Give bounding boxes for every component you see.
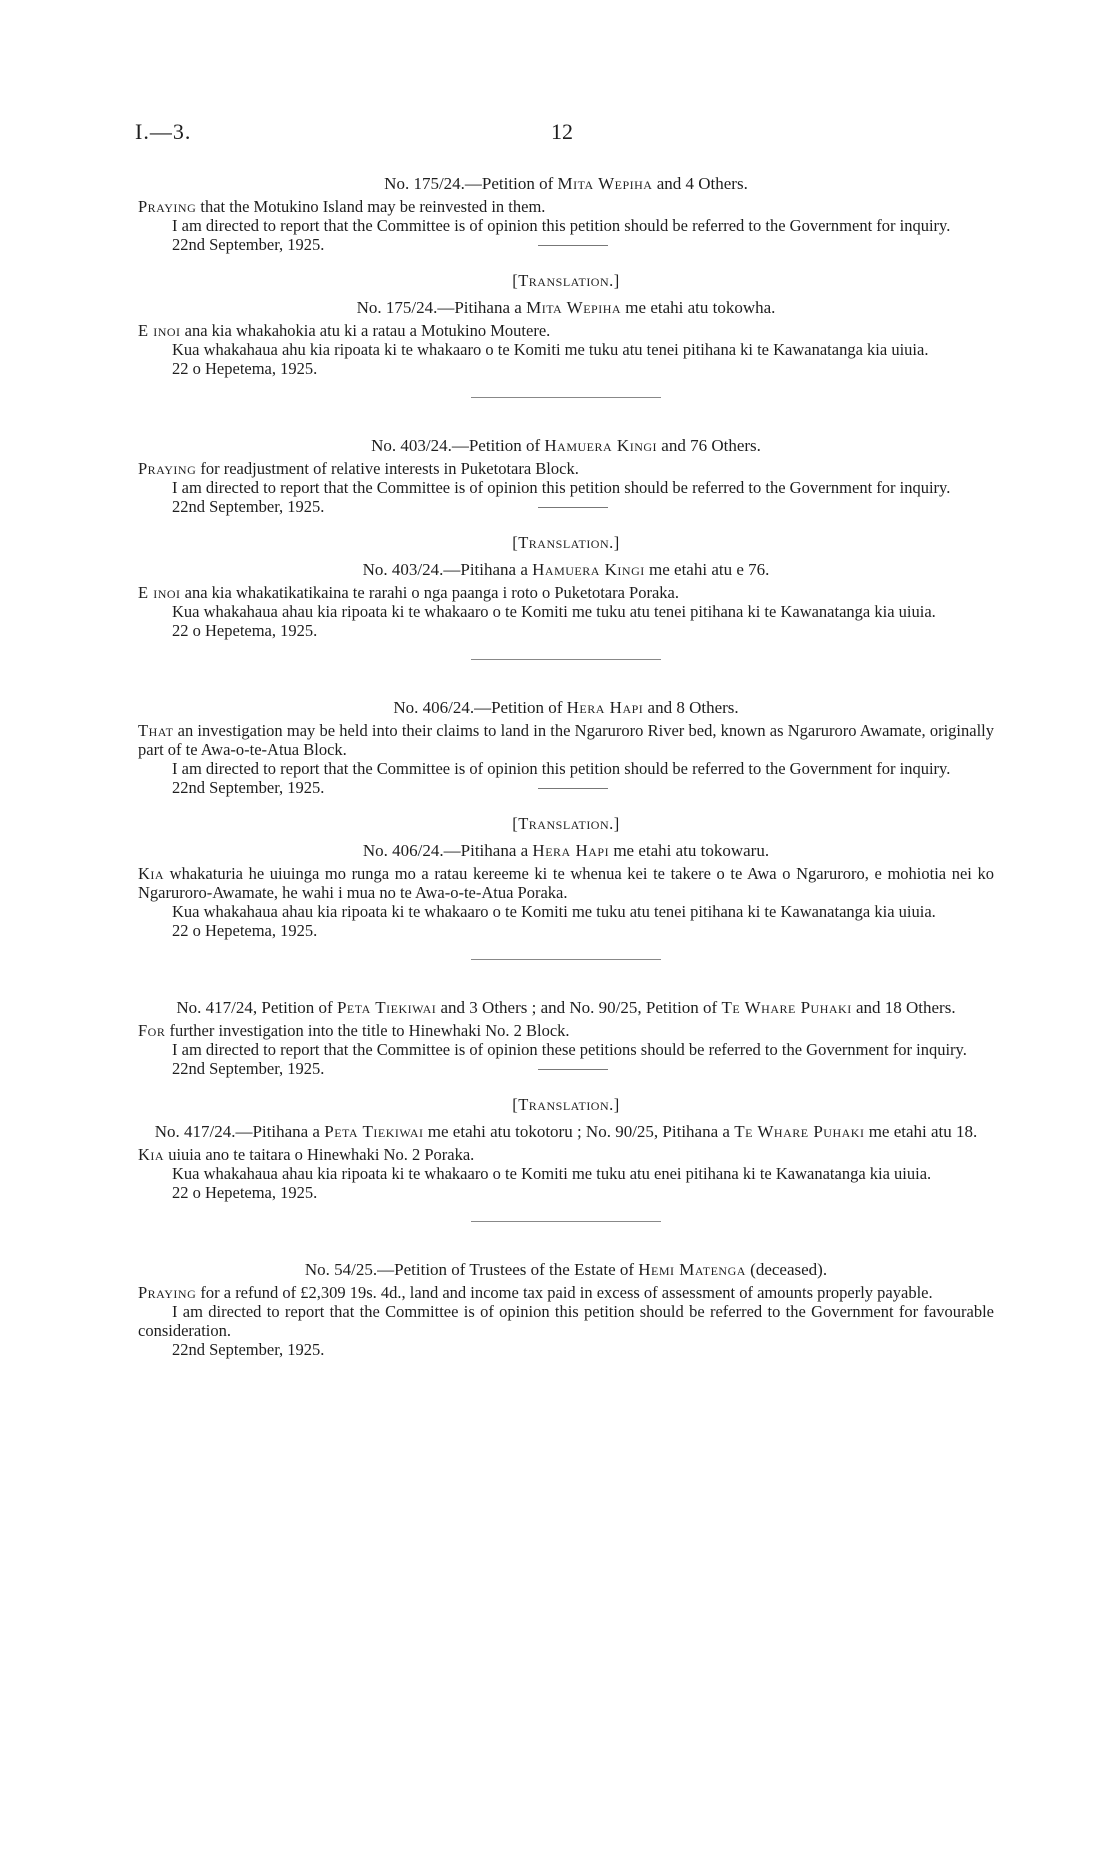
petition-title: No. 406/24.—Petition of Hera Hapi and 8 Others. — [393, 698, 739, 717]
translation-date: 22 o Hepetema, 1925. — [172, 359, 318, 378]
section-divider — [471, 659, 661, 660]
petition-54-25 — [138, 1260, 994, 1360]
committee-report: I am directed to report that the Committee is of opinion this petition should be referred to the Government for inquiry. — [172, 478, 951, 497]
translation-title: No. 403/24.—Pitihana a Hamuera Kingi me etahi atu e 76. — [362, 560, 770, 579]
translation-report: Kua whakahaua ahau kia ripoata ki te whakaaro o te Komiti me tuku atu tenei pitihana ki te Kawanatanga kia uiuia. — [172, 602, 936, 621]
petition-title: No. 403/24.—Petition of Hamuera Kingi and 76 Others. — [371, 436, 761, 455]
report-date: 22nd September, 1925. — [138, 497, 994, 517]
translation-title: No. 406/24.—Pitihana a Hera Hapi me etahi atu tokowaru. — [362, 841, 770, 860]
petition-417-24-and-90-25 — [138, 998, 994, 1222]
committee-report: I am directed to report that the Committee is of opinion this petition should be referred to the Government for inquiry. — [172, 216, 951, 235]
translation-title: No. 175/24.—Pitihana a Mita Wepiha me etahi atu tokowha. — [356, 298, 776, 317]
translation-title: No. 417/24.—Pitihana a Peta Tiekiwai me etahi atu tokotoru ; No. 90/25, Pitihana a Te Whare Puhaki me etahi atu 18. — [154, 1122, 978, 1141]
petition-prayer: That an investigation may be held into their claims to land in the Ngaruroro River bed, known as Ngaruroro Awamate, originally part of te Awa-o-te-Atua Block. — [138, 721, 994, 759]
section-divider — [471, 397, 661, 398]
translation-date: 22 o Hepetema, 1925. — [172, 1183, 318, 1202]
section-divider — [471, 959, 661, 960]
report-date: 22nd September, 1925. — [172, 1340, 325, 1359]
translation-report: Kua whakahaua ahau kia ripoata ki te whakaaro o te Komiti me tuku atu enei pitihana ki te Kawanatanga kia uiuia. — [172, 1164, 932, 1183]
petition-title: No. 54/25.—Petition of Trustees of the Estate of Hemi Matenga (deceased). — [304, 1260, 828, 1279]
petition-title: No. 175/24.—Petition of Mita Wepiha and 4 Others. — [384, 174, 748, 193]
page-header — [135, 119, 994, 152]
translation-prayer: Kia uiuia ano te taitara o Hinewhaki No. 2 Poraka. — [138, 1145, 475, 1164]
translation-report: Kua whakahaua ahau kia ripoata ki te whakaaro o te Komiti me tuku atu tenei pitihana ki te Kawanatanga kia uiuia. — [172, 902, 936, 921]
petition-406-24 — [138, 698, 994, 960]
petition-403-24 — [138, 436, 994, 660]
paper-reference: I.—3. — [135, 119, 192, 144]
report-date: 22nd September, 1925. — [138, 235, 994, 255]
translation-prayer: Kia whakaturia he uiuinga mo runga mo a ratau kereeme ki te whenua kei te takere o te Awa o Ngaruroro, e mohiotia nei ko Ngaruroro-Awamate, he wahi i mua no te Awa-o-te-Atua Poraka. — [138, 864, 994, 902]
translation-heading: [Translation.] — [512, 271, 620, 290]
translation-heading: [Translation.] — [512, 1095, 620, 1114]
report-date: 22nd September, 1925. — [138, 1059, 994, 1079]
translation-date: 22 o Hepetema, 1925. — [172, 621, 318, 640]
section-divider — [471, 1221, 661, 1222]
petition-prayer: For further investigation into the title to Hinewhaki No. 2 Block. — [138, 1021, 570, 1040]
petition-prayer: Praying for readjustment of relative interests in Puketotara Block. — [138, 459, 579, 478]
translation-report: Kua whakahaua ahu kia ripoata ki te whakaaro o te Komiti me tuku atu tenei pitihana ki te Kawanatanga kia uiuia. — [172, 340, 929, 359]
document-page — [135, 119, 994, 1398]
translation-heading: [Translation.] — [512, 814, 620, 833]
petition-prayer: Praying for a refund of £2,309 19s. 4d., land and income tax paid in excess of assessment of amounts properly payable. — [138, 1283, 933, 1302]
petition-prayer: Praying that the Motukino Island may be reinvested in them. — [138, 197, 546, 216]
committee-report: I am directed to report that the Committee is of opinion these petitions should be referred to the Government for inquiry. — [172, 1040, 967, 1059]
page-number: 12 — [551, 119, 573, 144]
report-date: 22nd September, 1925. — [138, 778, 994, 798]
committee-report: I am directed to report that the Committee is of opinion this petition should be referred to the Government for favourable consideration. — [138, 1302, 994, 1340]
translation-heading: [Translation.] — [512, 533, 620, 552]
translation-prayer: E inoi ana kia whakatikatikaina te rarahi o nga paanga i roto o Puketotara Poraka. — [138, 583, 680, 602]
committee-report: I am directed to report that the Committee is of opinion this petition should be referred to the Government for inquiry. — [172, 759, 951, 778]
petition-title: No. 417/24, Petition of Peta Tiekiwai and 3 Others ; and No. 90/25, Petition of Te Whare Puhaki and 18 Others. — [176, 998, 956, 1017]
petition-175-24 — [138, 174, 994, 398]
translation-date: 22 o Hepetema, 1925. — [172, 921, 318, 940]
translation-prayer: E inoi ana kia whakahokia atu ki a ratau a Motukino Moutere. — [138, 321, 551, 340]
